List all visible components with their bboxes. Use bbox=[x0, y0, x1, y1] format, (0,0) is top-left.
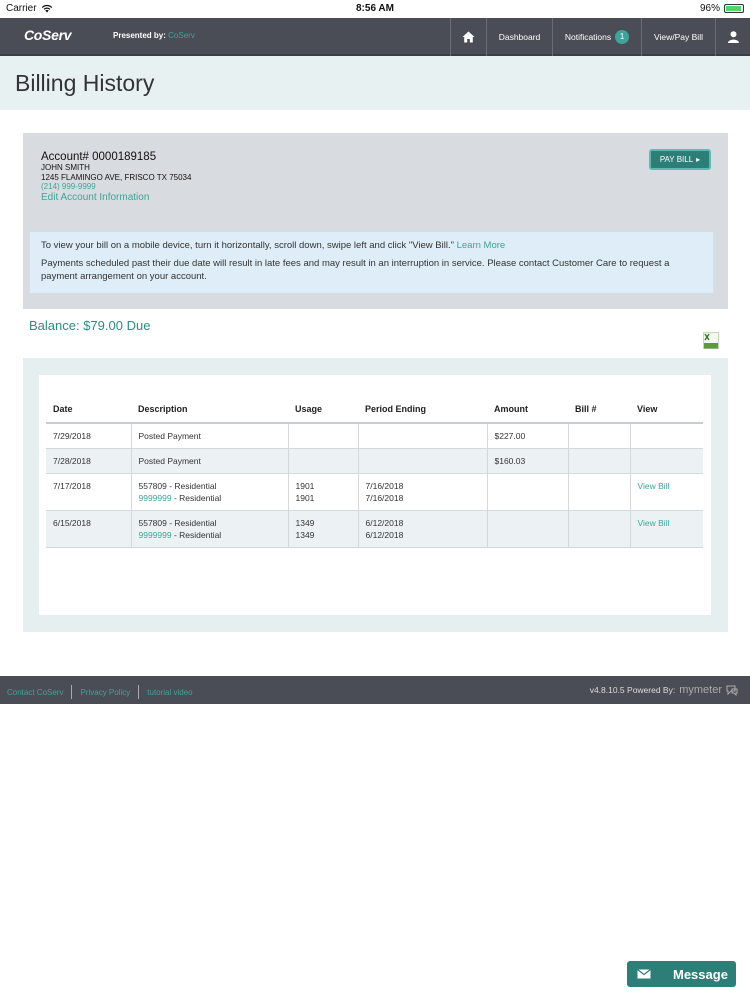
account-phone[interactable]: (214) 999-9999 bbox=[41, 182, 96, 191]
presented-brand: CoServ bbox=[168, 31, 195, 40]
envelope-icon bbox=[637, 969, 651, 979]
battery-icon bbox=[724, 4, 744, 13]
coserv-logo[interactable]: CoServ bbox=[24, 27, 72, 43]
page-title: Billing History bbox=[15, 70, 155, 96]
col-header-period-ending[interactable]: Period Ending bbox=[358, 400, 487, 423]
clock: 8:56 AM bbox=[356, 3, 394, 14]
info-line-2: Payments scheduled past their due date will result in late fees and may result in an interruption in service. Please contact Customer Care to request a payment arrangement on your account. bbox=[41, 258, 670, 282]
table-row: 7/17/2018 557809 - Residential 9999999 - Residential 1901 1901 7/16/2018 7/16/2018 View Bill bbox=[46, 474, 703, 511]
nav-notifications[interactable]: Notifications 1 bbox=[552, 18, 641, 56]
contact-link[interactable]: Contact CoServ bbox=[7, 687, 64, 697]
account-panel bbox=[23, 133, 728, 309]
footer bbox=[0, 676, 750, 704]
col-header-bill-number[interactable]: Bill # bbox=[568, 400, 630, 423]
status-bar bbox=[0, 0, 750, 18]
home-button[interactable] bbox=[450, 18, 486, 56]
billing-table-container bbox=[23, 358, 728, 632]
mymeter-logo[interactable]: mymeter bbox=[679, 684, 722, 696]
balance-due: Balance: $79.00 Due bbox=[29, 318, 151, 333]
learn-more-link[interactable]: Learn More bbox=[456, 240, 506, 251]
top-navigation bbox=[0, 18, 750, 56]
pay-bill-button[interactable]: PAY BILL ▸ bbox=[649, 149, 711, 170]
col-header-view[interactable]: View bbox=[630, 400, 703, 423]
battery-percent: 96% bbox=[699, 3, 720, 14]
mymeter-logo-icon bbox=[726, 685, 738, 696]
presented-by: Presented by: CoServ bbox=[113, 31, 195, 40]
notification-count-badge: 1 bbox=[615, 30, 629, 44]
tutorial-video-link[interactable]: tutorial video bbox=[147, 687, 193, 697]
account-address: 1245 FLAMINGO AVE, FRISCO TX 75034 bbox=[41, 173, 192, 182]
carrier-label: Carrier bbox=[6, 3, 37, 14]
col-header-date[interactable]: Date bbox=[46, 400, 131, 423]
edit-account-link[interactable]: Edit Account Information bbox=[41, 192, 150, 203]
billing-history-table bbox=[46, 400, 703, 548]
message-button[interactable]: Message bbox=[627, 961, 736, 987]
table-row: 6/15/2018 557809 - Residential 9999999 - Residential 1349 1349 6/12/2018 6/12/2018 View Bill bbox=[46, 511, 703, 548]
excel-export-icon[interactable] bbox=[703, 332, 719, 349]
info-line-1: To view your bill on a mobile device, turn it horizontally, scroll down, swipe left and click "View Bill." bbox=[41, 240, 454, 251]
account-holder-name: JOHN SMITH bbox=[41, 163, 90, 172]
page-header bbox=[0, 56, 750, 110]
table-header-row bbox=[46, 400, 703, 423]
footer-divider bbox=[138, 685, 139, 699]
privacy-policy-link[interactable]: Privacy Policy bbox=[80, 687, 131, 697]
info-message bbox=[29, 231, 714, 294]
col-header-amount[interactable]: Amount bbox=[487, 400, 568, 423]
nav-dashboard[interactable]: Dashboard bbox=[486, 18, 552, 56]
version-label: v4.8.10.5 Powered By: bbox=[589, 685, 676, 695]
nav-view-pay-bill[interactable]: View/Pay Bill bbox=[641, 18, 715, 56]
account-number: Account# 0000189185 bbox=[41, 151, 157, 163]
caret-right-icon: ▸ bbox=[696, 155, 701, 164]
table-row: 7/29/2018 Posted Payment $227.00 bbox=[46, 423, 703, 449]
col-header-usage[interactable]: Usage bbox=[288, 400, 358, 423]
billing-table-card bbox=[39, 375, 711, 615]
user-menu-button[interactable] bbox=[715, 18, 750, 56]
meter-id-link[interactable]: 9999999 bbox=[138, 530, 172, 540]
footer-divider bbox=[71, 685, 72, 699]
home-icon bbox=[462, 31, 475, 43]
table-row: 7/28/2018 Posted Payment $160.03 bbox=[46, 449, 703, 474]
col-header-description[interactable]: Description bbox=[131, 400, 288, 423]
meter-id-link[interactable]: 9999999 bbox=[138, 493, 172, 503]
user-icon bbox=[728, 31, 739, 43]
view-bill-link[interactable]: View Bill bbox=[637, 518, 670, 528]
view-bill-link[interactable]: View Bill bbox=[637, 481, 670, 491]
